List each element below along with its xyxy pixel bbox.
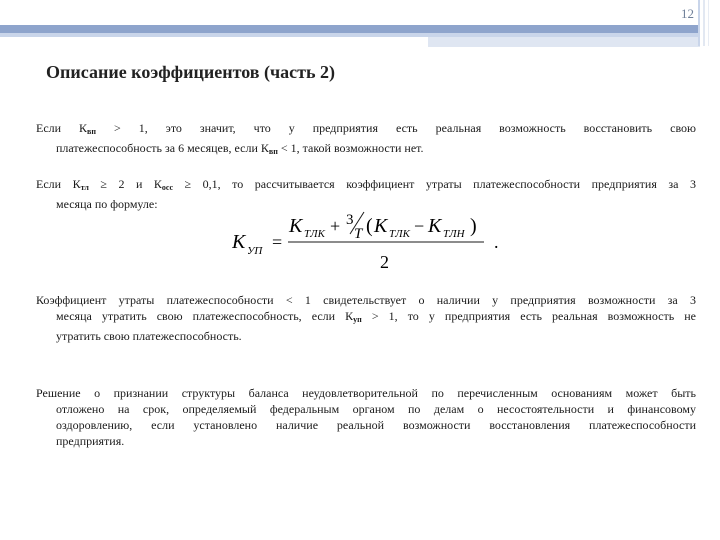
- paragraph-line: месяца по формуле:: [56, 197, 158, 211]
- formula-equals: =: [272, 232, 283, 252]
- formula-term-k: K: [374, 215, 388, 237]
- paragraph-line: [36, 140, 696, 160]
- formula-minus: −: [414, 216, 425, 236]
- paragraph-line: Коэффициент утраты платежеспособности < 1 свидетельствует о наличии у предприятия возможности за 3: [36, 293, 696, 307]
- formula-paren-open: (: [366, 215, 373, 237]
- paragraph-line: [36, 120, 696, 140]
- text-run: > 1, то у предприятия есть реальная возможность не: [361, 309, 696, 323]
- paragraph-line: [36, 176, 696, 196]
- header-band-top: [0, 0, 700, 24]
- subscript: тл: [80, 183, 89, 192]
- slide-title: Описание коэффициентов (часть 2): [46, 62, 335, 82]
- formula-frac-num: 3: [346, 212, 354, 228]
- header-vertical-line: [703, 0, 705, 46]
- header-band-blue: [0, 25, 700, 33]
- paragraph-line: предприятия.: [56, 434, 125, 448]
- paragraph-line: оздоровлению, если установлено наличие реальной возможности восстановления платежеспособности: [56, 418, 696, 432]
- formula-svg: [232, 206, 512, 276]
- formula-paren-close: ): [470, 215, 477, 237]
- text-run: ≥ 2 и К: [88, 177, 162, 191]
- formula-term-k: K: [428, 215, 442, 237]
- text-run: Если К: [36, 121, 88, 135]
- paragraph-kup-meaning: [36, 292, 696, 344]
- text-run: платежеспособность за 6 месяцев, если К: [56, 141, 269, 155]
- subscript: вп: [87, 127, 96, 136]
- text-run: Если К: [36, 177, 81, 191]
- formula-frac-den: T: [354, 226, 363, 242]
- text-run: ≥ 0,1, то рассчитывается коэффициент утраты платежеспособности предприятия за 3: [173, 177, 696, 191]
- paragraph-decision: [36, 385, 696, 449]
- paragraph-line: отложено на срок, определяемый федеральным органом по делам о несостоятельности и финансовому: [56, 402, 696, 416]
- formula-term-sub: ТЛН: [443, 228, 465, 240]
- header-vertical-line: [708, 0, 709, 46]
- formula-lhs-sub: УП: [247, 245, 263, 257]
- formula-lhs: K: [232, 231, 246, 253]
- formula-term-k: K: [289, 215, 303, 237]
- subscript: вп: [268, 147, 278, 156]
- paragraph-kvp: [36, 120, 696, 160]
- paragraph-line: [36, 308, 696, 328]
- text-run: < 1, такой возможности нет.: [277, 141, 424, 155]
- paragraph-line: утратить свою платежеспособность.: [56, 329, 242, 343]
- subscript: уп: [353, 315, 362, 324]
- text-run: месяца утратить свою платежеспособность, если К: [56, 309, 354, 323]
- formula-dot: .: [494, 232, 499, 252]
- paragraph-line: Решение о признании структуры баланса неудовлетворительной по перечисленным основаниям может быть: [36, 386, 696, 400]
- formula-term-sub: ТЛК: [389, 228, 410, 240]
- formula-denominator: 2: [380, 252, 389, 272]
- formula-kup: [232, 206, 512, 276]
- formula-plus: +: [330, 216, 341, 236]
- text-run: > 1, это значит, что у предприятия есть реальная возможность восстановить свою: [95, 121, 696, 135]
- subscript: осс: [161, 183, 174, 192]
- header-band-accent: [428, 37, 700, 47]
- page-number: 12: [681, 6, 694, 21]
- header-vertical-line: [698, 0, 700, 46]
- formula-term-sub: ТЛК: [304, 228, 325, 240]
